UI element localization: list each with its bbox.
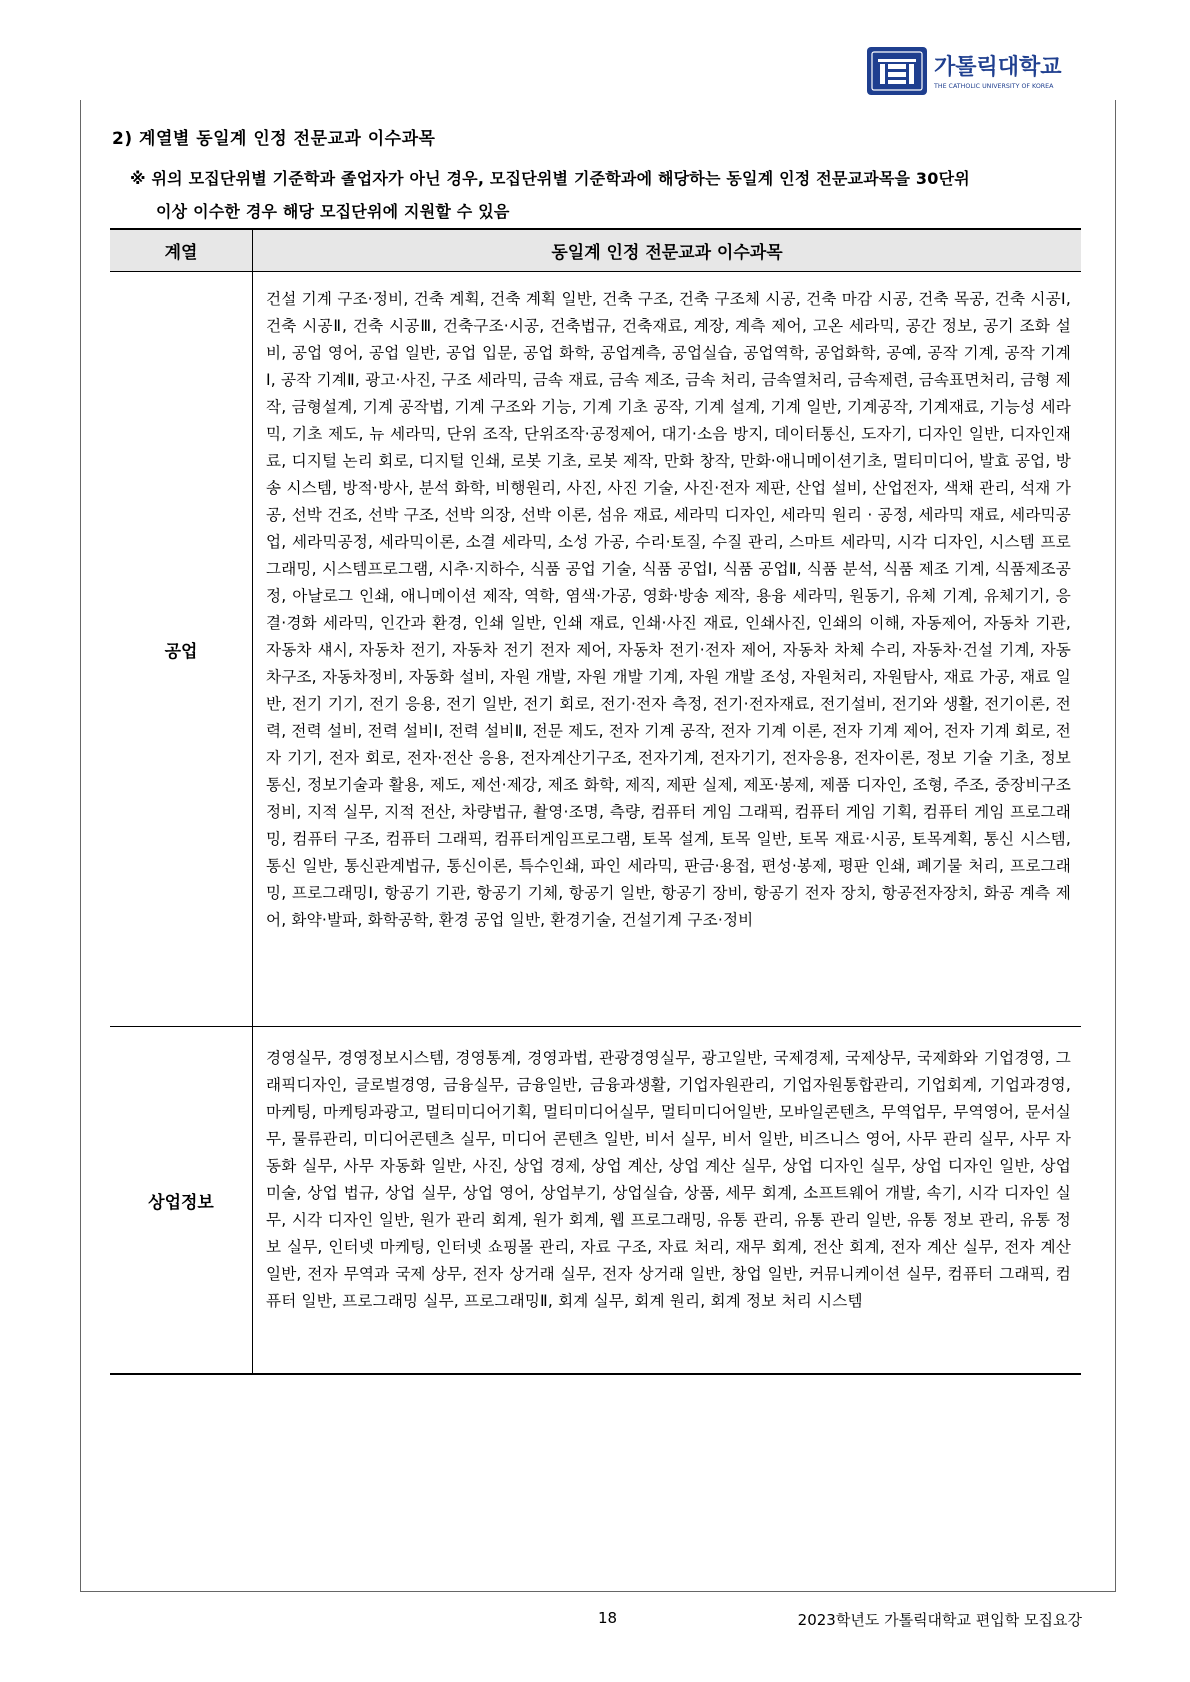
course-table	[110, 228, 1081, 1375]
logo-english-name: THE CATHOLIC UNIVERSITY OF KOREA	[934, 83, 1054, 90]
logo-korean-name: 가톨릭대학교	[934, 55, 1062, 80]
note-line-2: 이상 이수한 경우 해당 모집단위에 지원할 수 있음	[156, 202, 510, 221]
table-row	[110, 272, 1081, 1027]
courses-cell	[253, 272, 1082, 1027]
column-header-category: 계열	[110, 229, 253, 272]
courses-cell	[253, 1027, 1082, 1375]
courses-text: 경영실무, 경영정보시스템, 경영통계, 경영과법, 관광경영실무, 광고일반, 국제경제, 국제상무, 국제화와 기업경영, 그래픽디자인, 글로벌경영, 금융실무, 금융일반, 금융과생활, 기업자원관리, 기업자원통합관리, 기업회계, 기업과경영, 마케팅, 마케팅과광고, 멀티미디어기획, 멀티미디어실무, 멀티미디어일반, 모바일콘텐츠, 무역업무, 무역영어, 문서실무, 물류관리, 미디어콘텐츠 실무, 미디어 콘텐츠 일반, 비서 실무, 비서 일반, 비즈니스 영어, 사무 관리 실무, 사무 자동화 실무, 사무 자동화 일반, 사진, 상업 경제, 상업 계산, 상업 계산 실무, 상업 디자인 실무, 상업 디자인 일반, 상업 미술, 상업 법규, 상업 실무, 상업 영어, 상업부기, 상업실습, 상품, 세무 회계, 소프트웨어 개발, 속기, 시각 디자인 실무, 시각 디자인 일반, 원가 관리 회계, 원가 회계, 웹 프로그래밍, 유통 관리, 유통 관리 일반, 유통 정보 관리, 유통 정보 실무, 인터넷 마케팅, 인터넷 쇼핑몰 관리, 자료 구조, 자료 처리, 재무 회계, 전산 회계, 전자 계산 실무, 전자 계산 일반, 전자 무역과 국제 상무, 전자 상거래 실무, 전자 상거래 일반, 창업 일반, 커뮤니케이션 실무, 컴퓨터 그래픽, 컴퓨터 일반, 프로그래밍 실무, 프로그래밍Ⅱ, 회계 실무, 회계 원리, 회계 정보 처리 시스템	[266, 1049, 1071, 1310]
column-header-courses: 동일계 인정 전문교과 이수과목	[253, 229, 1082, 272]
table-row	[110, 1027, 1081, 1375]
footer-doc-title: 2023학년도 가톨릭대학교 편입학 모집요강	[797, 1611, 1082, 1629]
courses-text: 건설 기계 구조·정비, 건축 계획, 건축 계획 일반, 건축 구조, 건축 구조체 시공, 건축 마감 시공, 건축 목공, 건축 시공Ⅰ, 건축 시공Ⅱ, 건축 시공Ⅲ, 건축구조·시공, 건축법규, 건축재료, 계장, 계측 제어, 고온 세라믹, 공간 정보, 공기 조화 설비, 공업 영어, 공업 일반, 공업 입문, 공업 화학, 공업계측, 공업실습, 공업역학, 공업화학, 공예, 공작 기계, 공작 기계Ⅰ, 공작 기계Ⅱ, 광고·사진, 구조 세라믹, 금속 재료, 금속 제조, 금속 처리, 금속열처리, 금속제련, 금속표면처리, 금형 제작, 금형설계, 기계 공작법, 기계 구조와 기능, 기계 기초 공작, 기계 설계, 기계 일반, 기계공작, 기계재료, 기능성 세라믹, 기초 제도, 뉴 세라믹, 단위 조작, 단위조작·공정제어, 대기·소음 방지, 데이터통신, 도자기, 디자인 일반, 디자인재료, 디지털 논리 회로, 디지털 인쇄, 로봇 기초, 로봇 제작, 만화 창작, 만화·애니메이션기초, 멀티미디어, 발효 공업, 방송 시스템, 방적·방사, 분석 화학, 비행원리, 사진, 사진 기술, 사진·전자 제판, 산업 설비, 산업전자, 색채 관리, 석재 가공, 선박 건조, 선박 구조, 선박 의장, 선박 이론, 섬유 재료, 세라믹 디자인, 세라믹 원리 · 공정, 세라믹 재료, 세라믹공업, 세라믹공정, 세라믹이론, 소결 세라믹, 소성 가공, 수리·토질, 수질 관리, 스마트 세라믹, 시각 디자인, 시스템 프로그래밍, 시스템프로그램, 시추·지하수, 식품 공업 기술, 식품 공업Ⅰ, 식품 공업Ⅱ, 식품 분석, 식품 제조 기계, 식품제조공정, 아날로그 인쇄, 애니메이션 제작, 역학, 염색·가공, 영화·방송 제작, 용융 세라믹, 원동기, 유체 기계, 유체기기, 응결·경화 세라믹, 인간과 환경, 인쇄 일반, 인쇄 재료, 인쇄·사진 재료, 인쇄사진, 인쇄의 이해, 자동제어, 자동차 기관, 자동차 섀시, 자동차 전기, 자동차 전기 전자 제어, 자동차 전기·전자 제어, 자동차 차체 수리, 자동차·건설 기계, 자동차구조, 자동차정비, 자동화 설비, 자원 개발, 자원 개발 기계, 자원 개발 조성, 자원처리, 자원탐사, 재료 가공, 재료 일반, 전기 기기, 전기 응용, 전기 일반, 전기 회로, 전기·전자 측정, 전기·전자재료, 전기설비, 전기와 생활, 전기이론, 전력, 전력 설비, 전력 설비Ⅰ, 전력 설비Ⅱ, 전문 제도, 전자 기계 공작, 전자 기계 이론, 전자 기계 제어, 전자 기계 회로, 전자 기기, 전자 회로, 전자·전산 응용, 전자계산기구조, 전자기계, 전자기기, 전자응용, 전자이론, 정보 기술 기초, 정보 통신, 정보기술과 활용, 제도, 제선·제강, 제조 화학, 제직, 제판 실제, 제포·봉제, 제품 디자인, 조형, 주조, 중장비구조정비, 지적 실무, 지적 전산, 차량법규, 촬영·조명, 측량, 컴퓨터 게임 그래픽, 컴퓨터 게임 기획, 컴퓨터 게임 프로그래밍, 컴퓨터 구조, 컴퓨터 그래픽, 컴퓨터게임프로그램, 토목 설계, 토목 일반, 토목 재료·시공, 토목계획, 통신 시스템, 통신 일반, 통신관계법규, 통신이론, 특수인쇄, 파인 세라믹, 판금·용접, 편성·봉제, 평판 인쇄, 폐기물 처리, 프로그래밍, 프로그래밍Ⅰ, 항공기 기관, 항공기 기체, 항공기 일반, 항공기 장비, 항공기 전자 장치, 항공전자장치, 화공 계측 제어, 화약·발파, 화학공학, 환경 공업 일반, 환경기술, 건설기계 구조·정비	[266, 290, 1071, 929]
university-logo	[866, 46, 1092, 96]
category-cell: 공업	[110, 272, 253, 1027]
note-line-1: ※ 위의 모집단위별 기준학과 졸업자가 아닌 경우, 모집단위별 기준학과에 해당하는 동일계 인정 전문교과목을 30단위	[130, 169, 970, 188]
university-seal-icon	[867, 47, 927, 95]
section-note	[130, 162, 1090, 228]
page-number: 18	[598, 1609, 618, 1627]
table-header-row	[110, 229, 1081, 272]
section-title: 2) 계열별 동일계 인정 전문교과 이수과목	[112, 129, 436, 149]
category-cell: 상업정보	[110, 1027, 253, 1375]
